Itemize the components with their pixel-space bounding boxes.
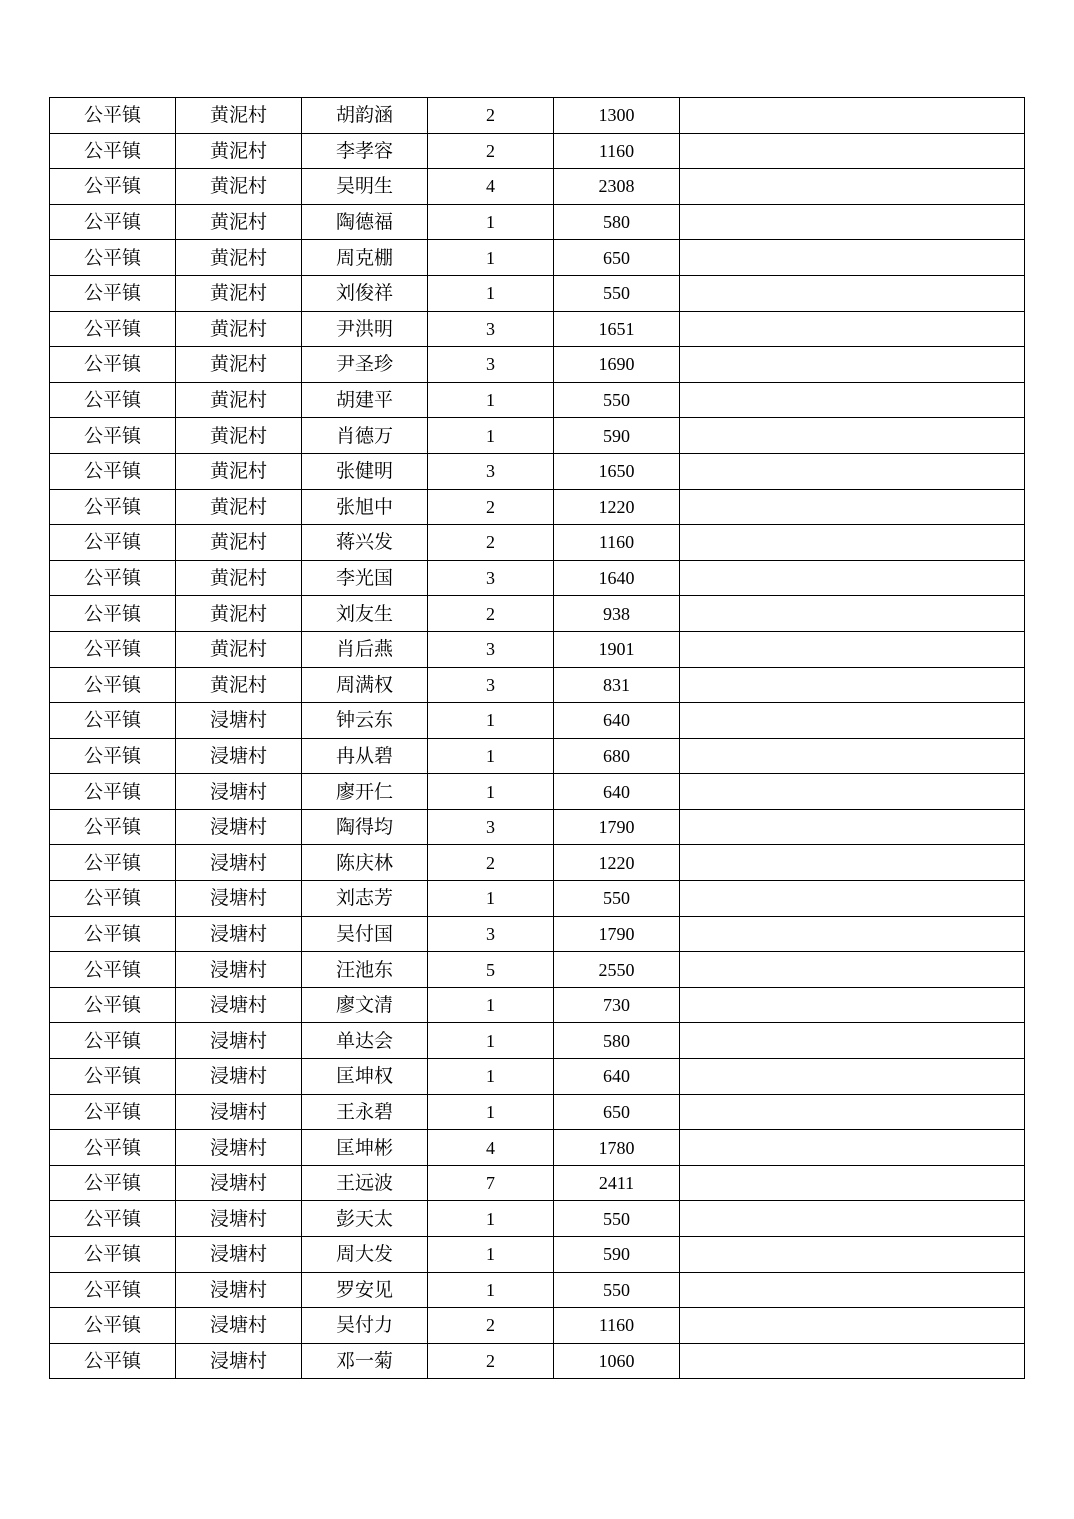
amount-cell: 2411 — [554, 1165, 680, 1201]
note-cell — [680, 98, 1025, 134]
household-count-cell: 2 — [428, 133, 554, 169]
note-cell — [680, 347, 1025, 383]
table-row — [50, 1201, 1025, 1237]
village-cell: 浸塘村 — [176, 1201, 302, 1237]
town-cell: 公平镇 — [50, 916, 176, 952]
household-count-cell: 5 — [428, 952, 554, 988]
note-cell — [680, 881, 1025, 917]
note-cell — [680, 204, 1025, 240]
household-count-cell: 1 — [428, 1023, 554, 1059]
table-row — [50, 204, 1025, 240]
town-cell: 公平镇 — [50, 560, 176, 596]
note-cell — [680, 453, 1025, 489]
town-cell: 公平镇 — [50, 311, 176, 347]
name-cell: 尹洪明 — [302, 311, 428, 347]
note-cell — [680, 1023, 1025, 1059]
household-count-cell: 2 — [428, 845, 554, 881]
table-row — [50, 347, 1025, 383]
town-cell: 公平镇 — [50, 667, 176, 703]
note-cell — [680, 1272, 1025, 1308]
amount-cell: 650 — [554, 1094, 680, 1130]
note-cell — [680, 774, 1025, 810]
household-count-cell: 3 — [428, 560, 554, 596]
town-cell: 公平镇 — [50, 1237, 176, 1273]
village-cell: 黄泥村 — [176, 133, 302, 169]
village-cell: 黄泥村 — [176, 311, 302, 347]
village-cell: 黄泥村 — [176, 204, 302, 240]
household-count-cell: 1 — [428, 881, 554, 917]
town-cell: 公平镇 — [50, 418, 176, 454]
note-cell — [680, 1343, 1025, 1379]
name-cell: 陶德福 — [302, 204, 428, 240]
name-cell: 廖文清 — [302, 987, 428, 1023]
village-cell: 浸塘村 — [176, 1308, 302, 1344]
household-count-cell: 2 — [428, 489, 554, 525]
amount-cell: 550 — [554, 1272, 680, 1308]
note-cell — [680, 809, 1025, 845]
household-count-cell: 3 — [428, 809, 554, 845]
name-cell: 冉从碧 — [302, 738, 428, 774]
name-cell: 胡建平 — [302, 382, 428, 418]
household-count-cell: 4 — [428, 169, 554, 205]
table-row — [50, 809, 1025, 845]
note-cell — [680, 560, 1025, 596]
name-cell: 匡坤彬 — [302, 1130, 428, 1166]
town-cell: 公平镇 — [50, 987, 176, 1023]
table-row — [50, 453, 1025, 489]
household-count-cell: 2 — [428, 1308, 554, 1344]
amount-cell: 938 — [554, 596, 680, 632]
note-cell — [680, 311, 1025, 347]
village-cell: 浸塘村 — [176, 774, 302, 810]
note-cell — [680, 418, 1025, 454]
town-cell: 公平镇 — [50, 1059, 176, 1095]
town-cell: 公平镇 — [50, 1201, 176, 1237]
note-cell — [680, 1308, 1025, 1344]
amount-cell: 1160 — [554, 133, 680, 169]
amount-cell: 550 — [554, 275, 680, 311]
village-cell: 浸塘村 — [176, 916, 302, 952]
amount-cell: 1780 — [554, 1130, 680, 1166]
town-cell: 公平镇 — [50, 489, 176, 525]
amount-cell: 831 — [554, 667, 680, 703]
name-cell: 邓一菊 — [302, 1343, 428, 1379]
amount-cell: 2550 — [554, 952, 680, 988]
table-row — [50, 738, 1025, 774]
table-row — [50, 987, 1025, 1023]
household-count-cell: 3 — [428, 631, 554, 667]
table-row — [50, 952, 1025, 988]
amount-cell: 1651 — [554, 311, 680, 347]
note-cell — [680, 169, 1025, 205]
amount-cell: 1160 — [554, 525, 680, 561]
note-cell — [680, 987, 1025, 1023]
village-cell: 黄泥村 — [176, 525, 302, 561]
town-cell: 公平镇 — [50, 525, 176, 561]
table-row — [50, 275, 1025, 311]
name-cell: 尹圣珍 — [302, 347, 428, 383]
household-count-cell: 1 — [428, 382, 554, 418]
household-count-cell: 3 — [428, 453, 554, 489]
name-cell: 李光国 — [302, 560, 428, 596]
name-cell: 吴明生 — [302, 169, 428, 205]
note-cell — [680, 525, 1025, 561]
table-row — [50, 133, 1025, 169]
name-cell: 罗安见 — [302, 1272, 428, 1308]
village-cell: 黄泥村 — [176, 169, 302, 205]
table-row — [50, 98, 1025, 134]
note-cell — [680, 738, 1025, 774]
village-cell: 浸塘村 — [176, 987, 302, 1023]
town-cell: 公平镇 — [50, 1308, 176, 1344]
amount-cell: 680 — [554, 738, 680, 774]
amount-cell: 640 — [554, 1059, 680, 1095]
name-cell: 周满权 — [302, 667, 428, 703]
village-cell: 黄泥村 — [176, 382, 302, 418]
village-cell: 浸塘村 — [176, 738, 302, 774]
name-cell: 张旭中 — [302, 489, 428, 525]
table-row — [50, 845, 1025, 881]
household-count-cell: 2 — [428, 525, 554, 561]
household-count-cell: 1 — [428, 1059, 554, 1095]
town-cell: 公平镇 — [50, 1130, 176, 1166]
name-cell: 周克棚 — [302, 240, 428, 276]
note-cell — [680, 1130, 1025, 1166]
town-cell: 公平镇 — [50, 1272, 176, 1308]
amount-cell: 590 — [554, 1237, 680, 1273]
table-row — [50, 703, 1025, 739]
name-cell: 刘志芳 — [302, 881, 428, 917]
name-cell: 王永碧 — [302, 1094, 428, 1130]
name-cell: 陶得均 — [302, 809, 428, 845]
note-cell — [680, 1165, 1025, 1201]
household-count-cell: 1 — [428, 703, 554, 739]
note-cell — [680, 1059, 1025, 1095]
household-count-cell: 3 — [428, 311, 554, 347]
household-count-cell: 4 — [428, 1130, 554, 1166]
village-cell: 黄泥村 — [176, 596, 302, 632]
note-cell — [680, 631, 1025, 667]
town-cell: 公平镇 — [50, 809, 176, 845]
name-cell: 彭天太 — [302, 1201, 428, 1237]
data-table — [49, 97, 1025, 1379]
household-count-cell: 1 — [428, 1237, 554, 1273]
village-cell: 黄泥村 — [176, 560, 302, 596]
table-row — [50, 560, 1025, 596]
town-cell: 公平镇 — [50, 240, 176, 276]
name-cell: 张健明 — [302, 453, 428, 489]
village-cell: 浸塘村 — [176, 1165, 302, 1201]
village-cell: 黄泥村 — [176, 631, 302, 667]
town-cell: 公平镇 — [50, 881, 176, 917]
household-count-cell: 2 — [428, 596, 554, 632]
village-cell: 黄泥村 — [176, 275, 302, 311]
town-cell: 公平镇 — [50, 382, 176, 418]
table-row — [50, 1059, 1025, 1095]
amount-cell: 1220 — [554, 489, 680, 525]
amount-cell: 1220 — [554, 845, 680, 881]
table-row — [50, 169, 1025, 205]
amount-cell: 590 — [554, 418, 680, 454]
village-cell: 黄泥村 — [176, 347, 302, 383]
village-cell: 浸塘村 — [176, 845, 302, 881]
name-cell: 王远波 — [302, 1165, 428, 1201]
village-cell: 浸塘村 — [176, 1130, 302, 1166]
table-row — [50, 667, 1025, 703]
note-cell — [680, 275, 1025, 311]
town-cell: 公平镇 — [50, 952, 176, 988]
village-cell: 浸塘村 — [176, 881, 302, 917]
amount-cell: 1901 — [554, 631, 680, 667]
table-row — [50, 1094, 1025, 1130]
name-cell: 李孝容 — [302, 133, 428, 169]
village-cell: 浸塘村 — [176, 1237, 302, 1273]
note-cell — [680, 1094, 1025, 1130]
town-cell: 公平镇 — [50, 133, 176, 169]
household-count-cell: 1 — [428, 1201, 554, 1237]
village-cell: 浸塘村 — [176, 1059, 302, 1095]
village-cell: 浸塘村 — [176, 1094, 302, 1130]
table-row — [50, 382, 1025, 418]
village-cell: 浸塘村 — [176, 1023, 302, 1059]
amount-cell: 1790 — [554, 809, 680, 845]
name-cell: 吴付国 — [302, 916, 428, 952]
name-cell: 吴付力 — [302, 1308, 428, 1344]
note-cell — [680, 1201, 1025, 1237]
amount-cell: 1640 — [554, 560, 680, 596]
table-row — [50, 1237, 1025, 1273]
amount-cell: 1690 — [554, 347, 680, 383]
village-cell: 浸塘村 — [176, 703, 302, 739]
table-row — [50, 489, 1025, 525]
town-cell: 公平镇 — [50, 204, 176, 240]
name-cell: 陈庆林 — [302, 845, 428, 881]
household-count-cell: 1 — [428, 275, 554, 311]
household-count-cell: 1 — [428, 1272, 554, 1308]
note-cell — [680, 133, 1025, 169]
note-cell — [680, 703, 1025, 739]
amount-cell: 2308 — [554, 169, 680, 205]
note-cell — [680, 952, 1025, 988]
household-count-cell: 7 — [428, 1165, 554, 1201]
town-cell: 公平镇 — [50, 596, 176, 632]
amount-cell: 640 — [554, 703, 680, 739]
amount-cell: 550 — [554, 1201, 680, 1237]
amount-cell: 550 — [554, 881, 680, 917]
town-cell: 公平镇 — [50, 1094, 176, 1130]
amount-cell: 1300 — [554, 98, 680, 134]
table-row — [50, 311, 1025, 347]
name-cell: 胡韵涵 — [302, 98, 428, 134]
household-count-cell: 1 — [428, 1094, 554, 1130]
note-cell — [680, 489, 1025, 525]
household-count-cell: 1 — [428, 987, 554, 1023]
village-cell: 浸塘村 — [176, 1272, 302, 1308]
table-row — [50, 631, 1025, 667]
note-cell — [680, 382, 1025, 418]
name-cell: 单达会 — [302, 1023, 428, 1059]
name-cell: 刘俊祥 — [302, 275, 428, 311]
table-row — [50, 1343, 1025, 1379]
table-row — [50, 1023, 1025, 1059]
note-cell — [680, 667, 1025, 703]
table-row — [50, 525, 1025, 561]
household-count-cell: 3 — [428, 347, 554, 383]
name-cell: 廖开仁 — [302, 774, 428, 810]
amount-cell: 1060 — [554, 1343, 680, 1379]
note-cell — [680, 845, 1025, 881]
amount-cell: 1160 — [554, 1308, 680, 1344]
table-row — [50, 1272, 1025, 1308]
household-count-cell: 1 — [428, 240, 554, 276]
table-row — [50, 418, 1025, 454]
village-cell: 浸塘村 — [176, 952, 302, 988]
table-body — [50, 98, 1025, 1379]
village-cell: 黄泥村 — [176, 240, 302, 276]
amount-cell: 650 — [554, 240, 680, 276]
amount-cell: 550 — [554, 382, 680, 418]
town-cell: 公平镇 — [50, 275, 176, 311]
table-row — [50, 1165, 1025, 1201]
name-cell: 肖后燕 — [302, 631, 428, 667]
town-cell: 公平镇 — [50, 631, 176, 667]
name-cell: 匡坤权 — [302, 1059, 428, 1095]
table-row — [50, 240, 1025, 276]
table-row — [50, 1130, 1025, 1166]
name-cell: 蒋兴发 — [302, 525, 428, 561]
amount-cell: 1650 — [554, 453, 680, 489]
town-cell: 公平镇 — [50, 347, 176, 383]
village-cell: 黄泥村 — [176, 667, 302, 703]
amount-cell: 640 — [554, 774, 680, 810]
household-count-cell: 3 — [428, 916, 554, 952]
note-cell — [680, 240, 1025, 276]
amount-cell: 580 — [554, 1023, 680, 1059]
household-count-cell: 3 — [428, 667, 554, 703]
name-cell: 钟云东 — [302, 703, 428, 739]
name-cell: 周大发 — [302, 1237, 428, 1273]
town-cell: 公平镇 — [50, 703, 176, 739]
town-cell: 公平镇 — [50, 453, 176, 489]
amount-cell: 580 — [554, 204, 680, 240]
household-count-cell: 1 — [428, 738, 554, 774]
amount-cell: 1790 — [554, 916, 680, 952]
name-cell: 肖德万 — [302, 418, 428, 454]
village-cell: 浸塘村 — [176, 809, 302, 845]
table-row — [50, 1308, 1025, 1344]
name-cell: 刘友生 — [302, 596, 428, 632]
note-cell — [680, 1237, 1025, 1273]
note-cell — [680, 596, 1025, 632]
town-cell: 公平镇 — [50, 738, 176, 774]
household-count-cell: 1 — [428, 204, 554, 240]
town-cell: 公平镇 — [50, 774, 176, 810]
household-count-cell: 2 — [428, 1343, 554, 1379]
name-cell: 汪池东 — [302, 952, 428, 988]
table-row — [50, 916, 1025, 952]
village-cell: 黄泥村 — [176, 453, 302, 489]
household-count-cell: 1 — [428, 418, 554, 454]
town-cell: 公平镇 — [50, 1343, 176, 1379]
town-cell: 公平镇 — [50, 169, 176, 205]
town-cell: 公平镇 — [50, 98, 176, 134]
town-cell: 公平镇 — [50, 845, 176, 881]
village-cell: 浸塘村 — [176, 1343, 302, 1379]
amount-cell: 730 — [554, 987, 680, 1023]
table-row — [50, 774, 1025, 810]
household-count-cell: 1 — [428, 774, 554, 810]
note-cell — [680, 916, 1025, 952]
household-count-cell: 2 — [428, 98, 554, 134]
table-row — [50, 881, 1025, 917]
village-cell: 黄泥村 — [176, 418, 302, 454]
town-cell: 公平镇 — [50, 1165, 176, 1201]
table-row — [50, 596, 1025, 632]
town-cell: 公平镇 — [50, 1023, 176, 1059]
village-cell: 黄泥村 — [176, 489, 302, 525]
village-cell: 黄泥村 — [176, 98, 302, 134]
